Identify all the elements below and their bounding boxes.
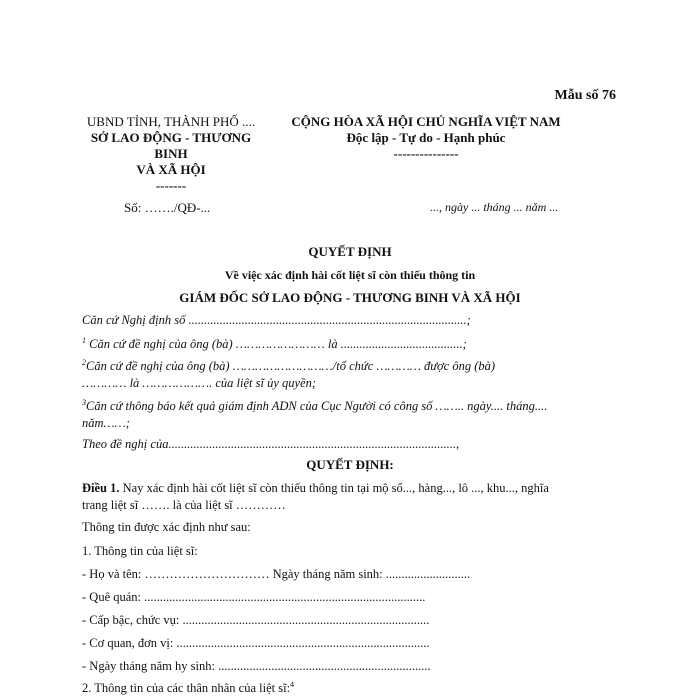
agency-line-3: BINH — [154, 146, 188, 161]
field-date-of-death: - Ngày tháng năm hy sinh: .................................................................... — [82, 659, 431, 673]
field-unit: - Cơ quan, đơn vị: ................................................................................. — [82, 636, 430, 650]
field-rank-position: - Cấp bậc, chức vụ: ............................................................................... — [82, 613, 430, 627]
agency-line-4: VÀ XÃ HỘI — [136, 162, 206, 177]
country-name: CỘNG HÒA XÃ HỘI CHỦ NGHĨA VIỆT NAM — [291, 114, 561, 129]
basis-request-2-text: Căn cứ đề nghị của ông (bà) ………………………/tổ chức ………… được ông (bà) — [86, 359, 496, 373]
martyr-info-heading: 1. Thông tin của liệt sĩ: — [82, 544, 198, 558]
motto-rule: --------------- — [393, 146, 459, 161]
basis-dna-result-text: Căn cứ thông báo kết quả giám định ADN của Cục Người có công số …….. ngày.... tháng.... — [86, 399, 548, 413]
decision-subject: Về việc xác định hài cốt liệt sĩ còn thiếu thông tin — [224, 268, 476, 282]
basis-proposal: Theo đề nghị của............................................................................................, — [82, 437, 460, 451]
footnote-ref-2: 2 — [82, 357, 86, 367]
relatives-info-heading — [82, 680, 622, 697]
basis-request-1 — [82, 336, 622, 353]
basis-request-1-text: Căn cứ đề nghị của ông (bà) …………………… là .......................................; — [86, 337, 467, 351]
info-intro: Thông tin được xác định như sau: — [82, 520, 251, 534]
article-1-label: Điều 1. — [82, 481, 120, 495]
basis-dna-result-cont: năm……; — [82, 416, 130, 430]
place-and-date: ..., ngày ... tháng ... năm ... — [430, 200, 559, 214]
agency-rule: ------- — [155, 178, 187, 193]
relatives-info-text: 2. Thông tin của các thân nhân của liệt sĩ: — [82, 681, 291, 695]
decision-title: QUYẾT ĐỊNH — [308, 244, 392, 259]
issuing-agency — [78, 114, 264, 194]
footnote-ref-3: 3 — [82, 397, 86, 407]
agency-line-1: UBND TỈNH, THÀNH PHỐ .... — [86, 114, 256, 129]
issuing-authority: GIÁM ĐỐC SỞ LAO ĐỘNG - THƯƠNG BINH VÀ XÃ HỘI — [179, 290, 521, 305]
footnote-ref-1: 1 — [82, 335, 86, 345]
decision-heading: QUYẾT ĐỊNH: — [306, 457, 394, 472]
form-number: Mẫu số 76 — [554, 88, 616, 103]
field-name-dob: - Họ và tên: ………………………… Ngày tháng năm sinh: ........................... — [82, 567, 471, 581]
document-number: Số: ……./QĐ-... — [124, 200, 211, 215]
basis-request-2-cont: ………… là ………………. của liệt sĩ ủy quyền; — [82, 376, 317, 390]
basis-decree: Căn cứ Nghị định số .........................................................................................; — [82, 313, 471, 327]
footnote-ref-4: 4 — [290, 679, 295, 689]
agency-line-2: SỞ LAO ĐỘNG - THƯƠNG — [90, 130, 252, 145]
motto: Độc lập - Tự do - Hạnh phúc — [346, 130, 506, 145]
article-1 — [82, 480, 622, 514]
basis-dna-result — [82, 398, 622, 432]
national-heading — [280, 114, 572, 162]
article-1-text: Nay xác định hài cốt liệt sĩ còn thiếu thông tin tại mộ số..., hàng..., lô ..., khu..., nghĩa — [119, 481, 549, 495]
basis-request-2 — [82, 358, 622, 392]
field-hometown: - Quê quán: .......................................................................................... — [82, 590, 426, 604]
article-1-text-cont: trang liệt sĩ ……. là của liệt sĩ ………… — [82, 498, 286, 512]
